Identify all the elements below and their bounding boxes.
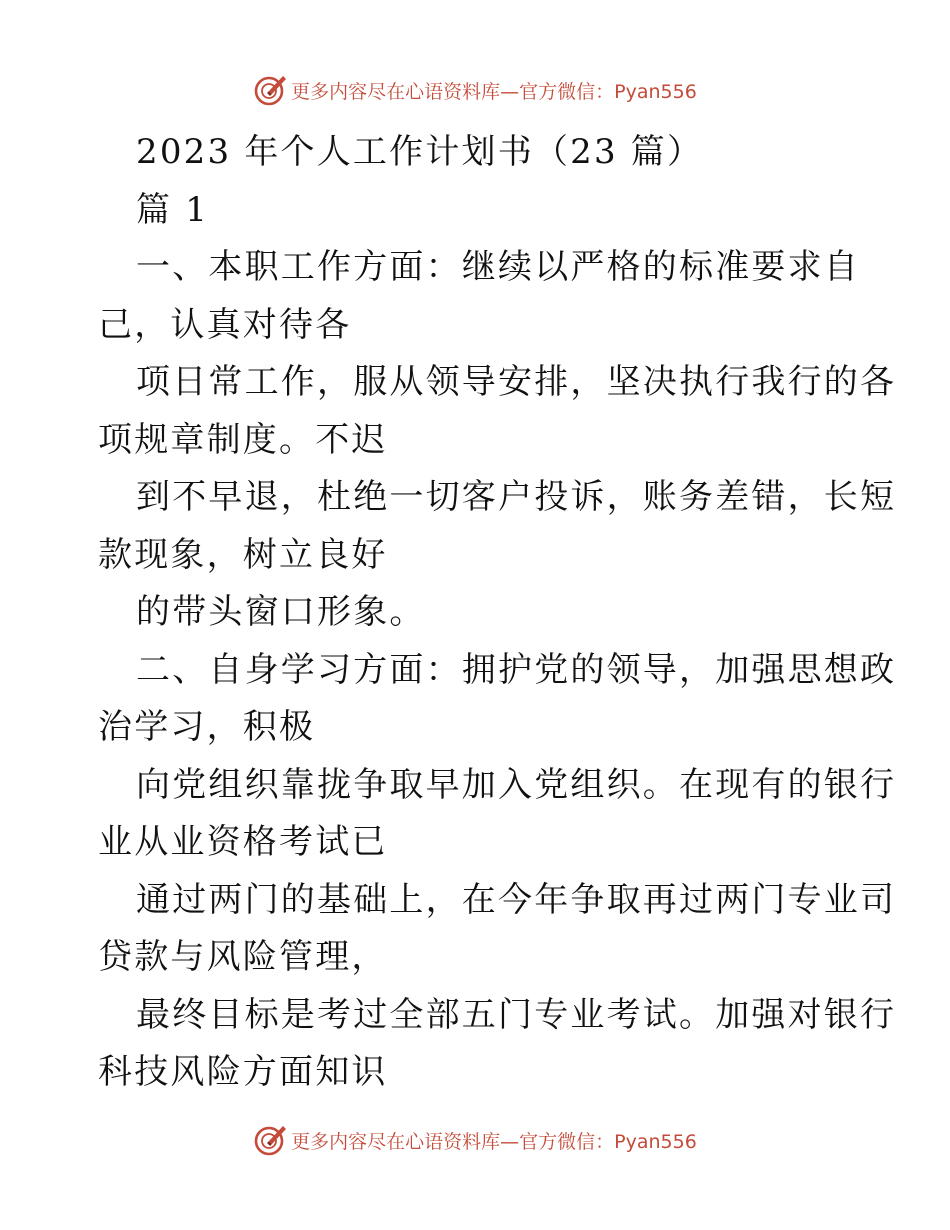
paragraph-line: 治学习，积极 <box>98 707 316 747</box>
paragraph-line: 最终目标是考过全部五门专业考试。加强对银行 <box>136 994 897 1035</box>
chapter-heading: 篇 1 <box>136 189 210 230</box>
paragraph-line: 款现象，树立良好 <box>98 534 388 575</box>
header-banner <box>0 70 950 110</box>
pen-logo-icon <box>253 1123 287 1157</box>
document-title: 2023 年个人工作计划书（23 篇） <box>136 132 704 172</box>
document-body <box>98 124 897 1102</box>
paragraph-line: 一、本职工作方面：继续以严格的标准要求自 <box>136 247 860 287</box>
paragraph-line: 科技风险方面知识 <box>98 1052 388 1092</box>
paragraph-line: 二、自身学习方面：拥护党的领导，加强思想政 <box>136 649 897 690</box>
footer-banner <box>0 1120 950 1160</box>
banner-text: 更多内容尽在心语资料库—官方微信：Pyan556 <box>291 80 697 103</box>
paragraph-line: 通过两门的基础上，在今年争取再过两门专业司 <box>136 879 897 920</box>
paragraph-line: 项规章制度。不迟 <box>98 419 388 460</box>
paragraph-line: 项日常工作，服从领导安排，坚决执行我行的各 <box>136 362 897 402</box>
paragraph-line: 到不早退，杜绝一切客户投诉，账务差错，长短 <box>136 477 897 517</box>
paragraph-line: 的带头窗口形象。 <box>136 592 426 632</box>
paragraph-line: 业从业资格考试已 <box>98 822 388 862</box>
paragraph-line: 贷款与风险管理， <box>98 937 388 977</box>
pen-logo-icon <box>253 73 287 107</box>
banner-text: 更多内容尽在心语资料库—官方微信：Pyan556 <box>291 1130 697 1153</box>
paragraph-line: 己，认真对待各 <box>98 304 352 345</box>
paragraph-line: 向党组织靠拢争取早加入党组织。在现有的银行 <box>136 764 897 805</box>
